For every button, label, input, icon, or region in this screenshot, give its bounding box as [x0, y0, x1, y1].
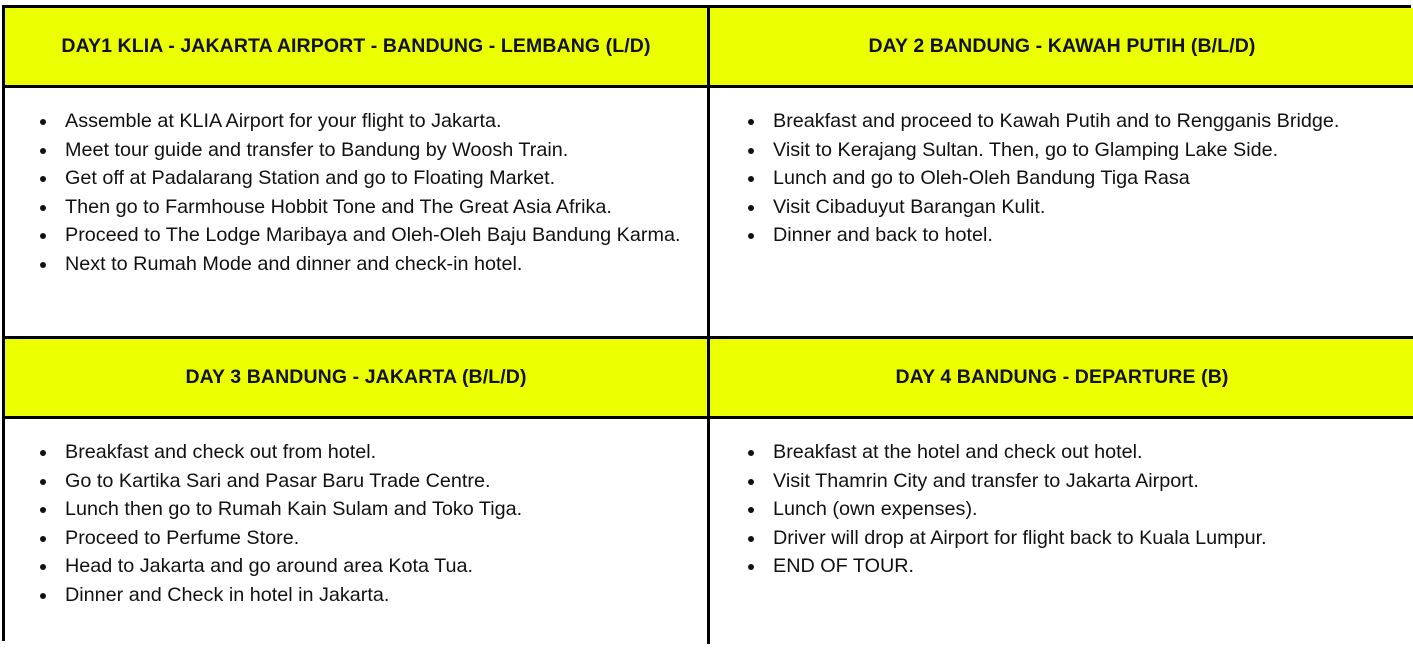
day3-body: [5, 419, 710, 644]
list-item: Lunch (own expenses).: [773, 495, 1404, 524]
day2-title: DAY 2 BANDUNG - KAWAH PUTIH (B/L/D): [868, 35, 1256, 57]
day2-header: [710, 8, 1413, 88]
day3-header: [5, 339, 710, 419]
list-item: Dinner and Check in hotel in Jakarta.: [65, 581, 697, 610]
day1-header: [5, 8, 710, 88]
itinerary-table: [2, 5, 1411, 641]
day4-header: [710, 339, 1413, 419]
list-item: Assemble at KLIA Airport for your flight to Jakarta.: [65, 107, 697, 136]
list-item: Breakfast and proceed to Kawah Putih and to Rengganis Bridge.: [773, 107, 1404, 136]
list-item: Get off at Padalarang Station and go to Floating Market.: [65, 164, 697, 193]
list-item: END OF TOUR.: [773, 552, 1404, 581]
list-item: Head to Jakarta and go around area Kota Tua.: [65, 552, 697, 581]
list-item: Driver will drop at Airport for flight back to Kuala Lumpur.: [773, 524, 1404, 553]
day3-title: DAY 3 BANDUNG - JAKARTA (B/L/D): [185, 366, 527, 388]
list-item: Proceed to Perfume Store.: [65, 524, 697, 553]
list-item: Lunch and go to Oleh-Oleh Bandung Tiga Rasa: [773, 164, 1404, 193]
day1-activity-list: [19, 107, 697, 279]
list-item: Lunch then go to Rumah Kain Sulam and Toko Tiga.: [65, 495, 697, 524]
day4-activity-list: [727, 438, 1404, 581]
list-item: Meet tour guide and transfer to Bandung by Woosh Train.: [65, 136, 697, 165]
day1-title: DAY1 KLIA - JAKARTA AIRPORT - BANDUNG - LEMBANG (L/D): [61, 35, 651, 57]
list-item: Visit Cibaduyut Barangan Kulit.: [773, 193, 1404, 222]
list-item: Proceed to The Lodge Maribaya and Oleh-Oleh Baju Bandung Karma.: [65, 221, 697, 250]
list-item: Visit to Kerajang Sultan. Then, go to Glamping Lake Side.: [773, 136, 1404, 165]
day3-activity-list: [19, 438, 697, 610]
list-item: Breakfast at the hotel and check out hotel.: [773, 438, 1404, 467]
list-item: Breakfast and check out from hotel.: [65, 438, 697, 467]
day4-body: [710, 419, 1413, 644]
list-item: Next to Rumah Mode and dinner and check-in hotel.: [65, 250, 697, 279]
day2-body: [710, 88, 1413, 339]
list-item: Dinner and back to hotel.: [773, 221, 1404, 250]
day4-title: DAY 4 BANDUNG - DEPARTURE (B): [895, 366, 1229, 388]
list-item: Then go to Farmhouse Hobbit Tone and The Great Asia Afrika.: [65, 193, 697, 222]
list-item: Go to Kartika Sari and Pasar Baru Trade Centre.: [65, 467, 697, 496]
list-item: Visit Thamrin City and transfer to Jakarta Airport.: [773, 467, 1404, 496]
day1-body: [5, 88, 710, 339]
day2-activity-list: [727, 107, 1404, 250]
